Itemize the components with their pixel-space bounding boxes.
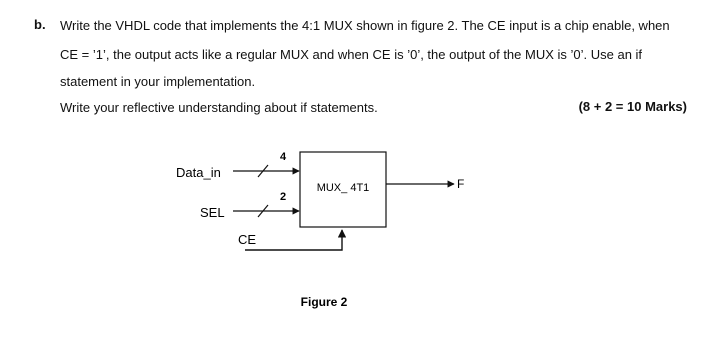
- question-line-4: Write your reflective understanding about if statements.: [60, 100, 378, 115]
- ce-label: CE: [238, 232, 257, 247]
- sel-label: SEL: [200, 205, 225, 220]
- sel-width-label: 2: [280, 191, 287, 203]
- data-in-label: Data_in: [176, 165, 221, 180]
- question-line-3: statement in your implementation.: [60, 74, 256, 89]
- marks-allocation: (8 + 2 = 10 Marks): [578, 99, 687, 114]
- question-label: b.: [34, 17, 46, 32]
- question-line-2: CE = ’1’, the output acts like a regular MUX and when CE is ’0’, the output of the MUX is ’0’. Use an if: [60, 47, 643, 62]
- output-label: F: [457, 177, 465, 191]
- question-line-1: Write the VHDL code that implements the 4:1 MUX shown in figure 2. The CE input is a chip enable, when: [60, 18, 670, 33]
- figure-caption: Figure 2: [300, 295, 348, 309]
- data-in-width-label: 4: [280, 151, 287, 163]
- mux-block-label: MUX_ 4T1: [316, 182, 370, 194]
- ce-wire: [245, 230, 342, 250]
